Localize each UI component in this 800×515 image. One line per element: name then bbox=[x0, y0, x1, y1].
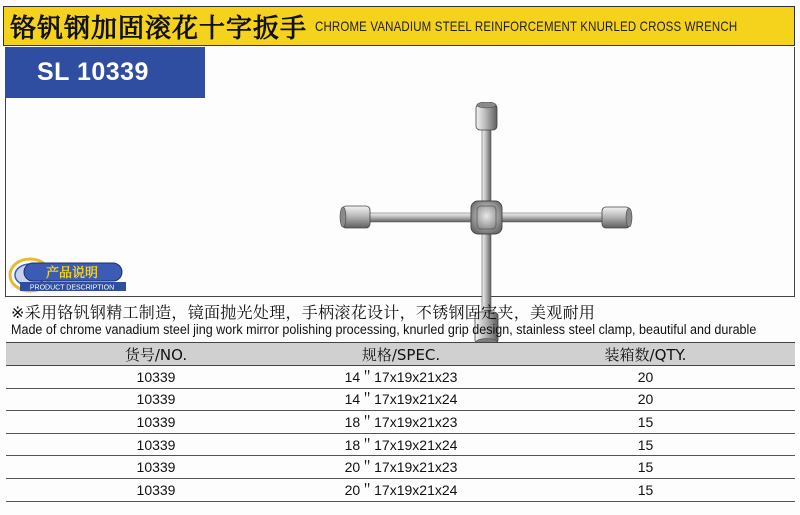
table-row bbox=[6, 478, 795, 501]
cell-spec: 14＂17x19x21x24 bbox=[306, 388, 496, 411]
cell-qty: 20 bbox=[496, 366, 795, 389]
title-english: CHROME VANADIUM STEEL REINFORCEMENT KNURLED CROSS WRENCH bbox=[315, 18, 738, 34]
column-header-qty: 装箱数/QTY. bbox=[496, 343, 795, 366]
cell-no: 10339 bbox=[6, 388, 306, 411]
cell-qty: 15 bbox=[496, 411, 795, 434]
model-label bbox=[5, 47, 205, 98]
cell-qty: 20 bbox=[496, 388, 795, 411]
cell-spec: 20＂17x19x21x24 bbox=[306, 478, 496, 501]
cell-no: 10339 bbox=[6, 366, 306, 389]
column-header-spec: 规格/SPEC. bbox=[306, 343, 496, 366]
spec-table bbox=[6, 342, 795, 502]
table-row bbox=[6, 456, 795, 479]
cell-no: 10339 bbox=[6, 433, 306, 456]
badge-label-en: PRODUCT DESCRIPTION bbox=[29, 284, 115, 292]
table-row bbox=[6, 411, 795, 434]
table-header-row bbox=[6, 343, 795, 366]
cell-spec: 20＂17x19x21x23 bbox=[306, 456, 496, 479]
cell-no: 10339 bbox=[6, 411, 306, 434]
cell-qty: 15 bbox=[496, 433, 795, 456]
product-description-badge bbox=[8, 253, 126, 293]
table-row bbox=[6, 388, 795, 411]
table-row bbox=[6, 366, 795, 389]
column-header-no: 货号/NO. bbox=[6, 343, 306, 366]
cell-qty: 15 bbox=[496, 456, 795, 479]
description-english: Made of chrome vanadium steel jing work mirror polishing processing, knurled grip design, stainless steel clamp, beautiful and durable bbox=[11, 322, 757, 337]
cell-spec: 18＂17x19x21x23 bbox=[306, 411, 496, 434]
cell-no: 10339 bbox=[6, 478, 306, 501]
title-bar bbox=[3, 6, 795, 46]
description-chinese: ※采用铬钒钢精工制造，镜面抛光处理，手柄滚花设计，不锈钢固定夹，美观耐用 bbox=[11, 303, 596, 322]
table-row bbox=[6, 433, 795, 456]
cell-no: 10339 bbox=[6, 456, 306, 479]
cell-qty: 15 bbox=[496, 478, 795, 501]
cell-spec: 18＂17x19x21x24 bbox=[306, 433, 496, 456]
badge-label-cn: 产品说明 bbox=[45, 266, 99, 281]
title-chinese: 铬钒钢加固滚花十字扳手 bbox=[10, 13, 308, 44]
cell-spec: 14＂17x19x21x23 bbox=[306, 366, 496, 389]
model-number: SL 10339 bbox=[37, 58, 149, 86]
